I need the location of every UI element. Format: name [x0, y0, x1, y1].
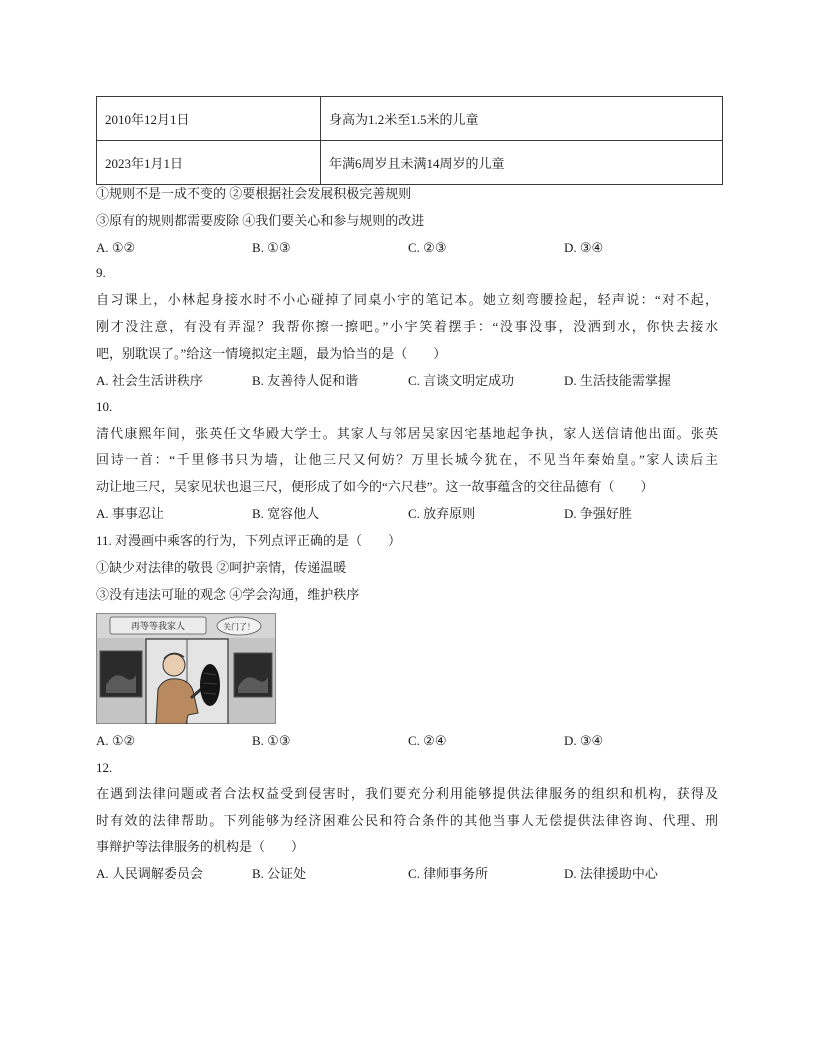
q11-option-b: B. ①③ [252, 733, 291, 748]
q9-stem-line: 吧，别耽误了。”给这一情境拟定主题，最为恰当的是（ ） [96, 346, 447, 361]
q12-number: 12. [96, 760, 113, 775]
q9-option-d: D. 生活技能需掌握 [564, 373, 671, 388]
q10-stem-line: 清代康熙年间，张英任文华殿大学士。其家人与邻居吴家因宅基地起争执，家人送信请他出面。张英 [96, 426, 718, 441]
q10-number: 10. [96, 399, 113, 414]
q8-option-a: A. ①② [96, 240, 136, 255]
q12-stem-line: 在遇到法律问题或者合法权益受到侵害时，我们要充分利用能够提供法律服务的组织和机构，获得及 [96, 786, 718, 801]
table-row [97, 141, 723, 185]
q10-option-c: C. 放弃原则 [408, 506, 476, 521]
q10-stem-line: 动让地三尺，吴家见状也退三尺，便形成了如今的“六尺巷”。这一故事蕴含的交往品德有（ ） [96, 479, 654, 494]
q8-option-d: D. ③④ [564, 240, 604, 255]
q9-option-a: A. 社会生活讲秩序 [96, 373, 203, 388]
q12-stem-line: 时有效的法律帮助。下列能够为经济困难公民和符合条件的其他当事人无偿提供法律咨询、代理、刑 [96, 813, 718, 828]
q8-statement-line: ③原有的规则都需要废除 ④我们要关心和参与规则的改进 [96, 213, 425, 228]
q12-option-a: A. 人民调解委员会 [96, 866, 203, 881]
table-cell-desc: 身高为1.2米至1.5米的儿童 [321, 97, 723, 141]
q8-option-b: B. ①③ [252, 240, 291, 255]
rule-change-table [96, 96, 723, 185]
q11-question: 11. 对漫画中乘客的行为，下列点评正确的是（ ） [96, 533, 402, 548]
q12-stem-line: 事辩护等法律服务的机构是（ ） [96, 839, 305, 854]
q12-option-c: C. 律师事务所 [408, 866, 489, 881]
q8-option-c: C. ②③ [408, 240, 447, 255]
table-cell-date: 2023年1月1日 [97, 141, 321, 185]
cartoon-black-oval [200, 664, 220, 706]
q9-stem-line: 自习课上，小林起身接水时不小心碰掉了同桌小宇的笔记本。她立刻弯腰捡起，轻声说：“对不起， [96, 292, 718, 307]
q9-option-c: C. 言谈文明定成功 [408, 373, 515, 388]
q11-option-c: C. ②④ [408, 733, 447, 748]
cartoon-banner-text: 再等等我家人 [130, 622, 186, 632]
q9-stem-line: 刚才没注意，有没有弄湿？我帮你擦一擦吧。”小宇笑着摆手：“没事没事，没洒到水，你快去接水 [96, 319, 718, 334]
table-cell-desc: 年满6周岁且未满14周岁的儿童 [321, 141, 723, 185]
q9-option-b: B. 友善待人促和谐 [252, 373, 359, 388]
q8-statement-line: ①规则不是一成不变的 ②要根据社会发展积极完善规则 [96, 186, 412, 201]
q12-option-d: D. 法律援助中心 [564, 866, 658, 881]
q10-option-a: A. 事事忍让 [96, 506, 164, 521]
q11-statement-line: ①缺少对法律的敬畏 ②呵护亲情，传递温暖 [96, 560, 347, 575]
q10-stem-line: 回诗一首：“千里修书只为墙，让他三尺又何妨？万里长城今犹在，不见当年秦始皇。”家人读后主 [96, 452, 718, 467]
q11-option-d: D. ③④ [564, 733, 604, 748]
table-row [97, 97, 723, 141]
q12-option-b: B. 公证处 [252, 866, 307, 881]
q9-number: 9. [96, 265, 106, 280]
q11-statement-line: ③没有违法可耻的观念 ④学会沟通，维护秩序 [96, 587, 360, 602]
q10-option-d: D. 争强好胜 [564, 506, 632, 521]
table-cell-date: 2010年12月1日 [97, 97, 321, 141]
q11-option-a: A. ①② [96, 733, 136, 748]
q10-option-b: B. 宽容他人 [252, 506, 320, 521]
q11-cartoon-image [96, 613, 276, 724]
cartoon-bubble-text: 关门了！ [223, 622, 255, 632]
